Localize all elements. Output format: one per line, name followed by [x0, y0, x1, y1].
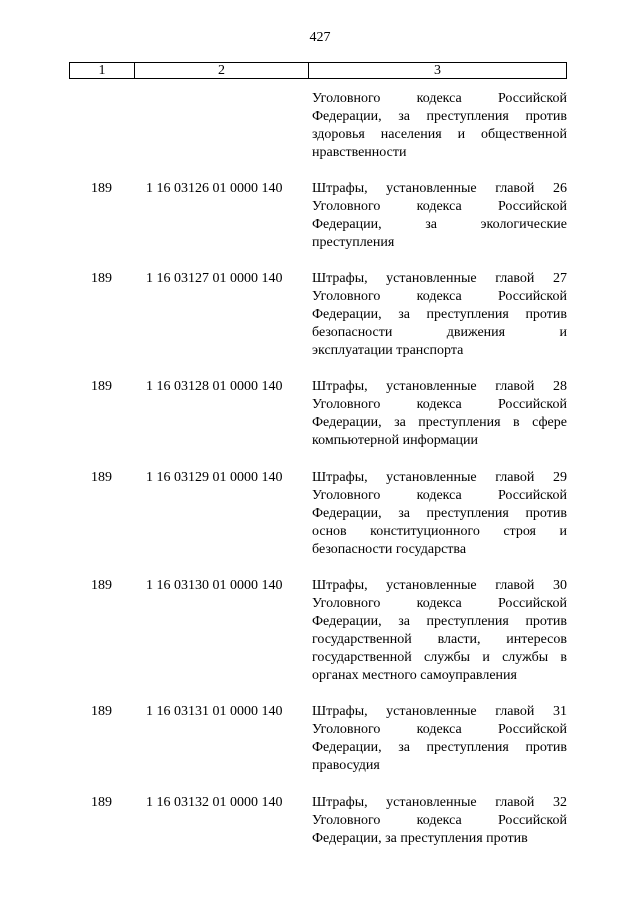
description-line: Федерации, за преступления против [312, 831, 528, 846]
description-line: компьютерной информации [312, 433, 478, 448]
description-word: кодекса [416, 813, 462, 828]
budget-code-cell: 1 16 03132 01 0000 140 [146, 795, 283, 810]
budget-code-cell: 1 16 03126 01 0000 140 [146, 181, 283, 196]
description-word: за [398, 307, 410, 322]
description-word: конституционного [370, 524, 480, 539]
description-word: Уголовного [312, 596, 381, 611]
description-word: Штрафы, [312, 181, 368, 196]
description-word: главой [495, 578, 535, 593]
description-word: против [525, 109, 567, 124]
description-word: Российской [497, 199, 567, 214]
description-cell [312, 794, 567, 848]
description-word: кодекса [416, 289, 462, 304]
description-word: Штрафы, [312, 470, 368, 485]
description-word: главой [495, 795, 535, 810]
description-line [312, 703, 567, 721]
description-line [312, 794, 567, 812]
header-col-1: 1 [70, 63, 135, 78]
description-line [312, 649, 567, 667]
admin-code-cell: 189 [91, 181, 112, 196]
description-word: установленные [386, 181, 477, 196]
description-word: Федерации, [312, 614, 382, 629]
description-word: Федерации, [312, 217, 382, 232]
description-line [312, 378, 567, 396]
description-word: за [398, 109, 410, 124]
description-word: Федерации, [312, 740, 382, 755]
description-cell [312, 469, 567, 559]
description-line [312, 812, 567, 830]
description-line [312, 126, 567, 144]
description-word: безопасности [312, 325, 393, 340]
description-line [312, 721, 567, 739]
description-word: Федерации, [312, 415, 382, 430]
description-word: строя [503, 524, 536, 539]
description-word: главой [495, 271, 535, 286]
admin-code-cell: 189 [91, 271, 112, 286]
description-word: движения [446, 325, 506, 340]
description-word: Российской [497, 91, 567, 106]
description-word: 29 [553, 470, 567, 485]
description-line: органах местного самоуправления [312, 668, 517, 683]
description-word: сфере [532, 415, 567, 430]
description-line: безопасности государства [312, 542, 467, 557]
description-word: экологические [480, 217, 567, 232]
description-line: правосудия [312, 758, 380, 773]
description-line [312, 270, 567, 288]
admin-code-cell: 189 [91, 379, 112, 394]
budget-code-cell: 1 16 03127 01 0000 140 [146, 271, 283, 286]
description-line [312, 216, 567, 234]
description-word: Федерации, [312, 307, 382, 322]
description-word: Уголовного [312, 813, 381, 828]
description-word: в [513, 415, 520, 430]
description-word: государственной [312, 632, 412, 647]
description-word: Уголовного [312, 488, 381, 503]
description-word: Российской [497, 722, 567, 737]
description-word: установленные [386, 271, 477, 286]
description-word: за [394, 415, 406, 430]
description-word: Российской [497, 596, 567, 611]
description-word: Уголовного [312, 289, 381, 304]
description-word: Федерации, [312, 109, 382, 124]
admin-code-cell: 189 [91, 704, 112, 719]
description-word: против [525, 740, 567, 755]
description-word: государственной [312, 650, 412, 665]
description-cell [312, 180, 567, 252]
description-word: 32 [553, 795, 567, 810]
description-word: Уголовного [312, 91, 381, 106]
description-word: кодекса [416, 488, 462, 503]
description-word: за [398, 614, 410, 629]
description-word: главой [495, 181, 535, 196]
description-word: общественной [480, 127, 567, 142]
description-word: за [425, 217, 437, 232]
description-word: Штрафы, [312, 795, 368, 810]
description-word: преступления [426, 109, 509, 124]
description-line [312, 396, 567, 414]
description-word: Уголовного [312, 199, 381, 214]
description-word: здоровья [312, 127, 365, 142]
description-line [312, 577, 567, 595]
description-word: основ [312, 524, 347, 539]
description-line [312, 523, 567, 541]
description-word: преступления [426, 740, 509, 755]
description-cell [312, 703, 567, 775]
description-word: службы [502, 650, 549, 665]
description-word: Уголовного [312, 397, 381, 412]
description-cell [312, 270, 567, 360]
description-line: нравственности [312, 145, 407, 160]
description-word: кодекса [416, 596, 462, 611]
description-word: главой [495, 379, 535, 394]
description-word: Российской [497, 813, 567, 828]
description-word: кодекса [416, 397, 462, 412]
description-cell [312, 90, 567, 162]
admin-code-cell: 189 [91, 795, 112, 810]
description-word: главой [495, 704, 535, 719]
description-word: за [398, 740, 410, 755]
description-line: преступления [312, 235, 395, 250]
description-word: преступления [426, 307, 509, 322]
description-line [312, 487, 567, 505]
description-word: Уголовного [312, 722, 381, 737]
description-line: эксплуатации транспорта [312, 343, 464, 358]
description-word: установленные [386, 470, 477, 485]
budget-code-cell: 1 16 03131 01 0000 140 [146, 704, 283, 719]
admin-code-cell: 189 [91, 578, 112, 593]
header-col-2: 2 [135, 63, 309, 78]
description-word: 28 [553, 379, 567, 394]
description-cell [312, 577, 567, 685]
description-word: власти, [437, 632, 481, 647]
description-line [312, 90, 567, 108]
description-line [312, 180, 567, 198]
description-word: населения [380, 127, 442, 142]
description-line [312, 595, 567, 613]
budget-code-cell: 1 16 03128 01 0000 140 [146, 379, 283, 394]
description-word: в [560, 650, 567, 665]
description-line [312, 324, 567, 342]
description-word: интересов [506, 632, 567, 647]
budget-code-cell: 1 16 03130 01 0000 140 [146, 578, 283, 593]
description-word: Штрафы, [312, 578, 368, 593]
description-word: кодекса [416, 722, 462, 737]
description-word: Российской [497, 397, 567, 412]
description-word: и [559, 524, 567, 539]
description-word: установленные [386, 578, 477, 593]
table-header [69, 62, 567, 79]
description-line [312, 469, 567, 487]
description-word: установленные [386, 795, 477, 810]
description-line [312, 306, 567, 324]
description-word: и [559, 325, 567, 340]
description-word: против [525, 506, 567, 521]
description-word: кодекса [416, 91, 462, 106]
description-word: преступления [426, 506, 509, 521]
description-word: Штрафы, [312, 271, 368, 286]
description-word: 26 [553, 181, 567, 196]
description-word: Штрафы, [312, 379, 368, 394]
description-word: преступления [418, 415, 501, 430]
description-word: 31 [553, 704, 567, 719]
description-word: Российской [497, 488, 567, 503]
description-word: кодекса [416, 199, 462, 214]
description-word: преступления [426, 614, 509, 629]
description-word: против [525, 614, 567, 629]
description-word: за [398, 506, 410, 521]
description-line [312, 613, 567, 631]
description-line [312, 631, 567, 649]
description-word: главой [495, 470, 535, 485]
description-word: 27 [553, 271, 567, 286]
header-col-3: 3 [434, 63, 441, 78]
description-line [312, 288, 567, 306]
description-cell [312, 378, 567, 450]
description-word: 30 [553, 578, 567, 593]
description-line [312, 505, 567, 523]
description-word: установленные [386, 379, 477, 394]
description-word: и [457, 127, 466, 142]
budget-code-cell: 1 16 03129 01 0000 140 [146, 470, 283, 485]
description-line [312, 414, 567, 432]
description-word: Штрафы, [312, 704, 368, 719]
description-word: Федерации, [312, 506, 382, 521]
description-line [312, 739, 567, 757]
description-line [312, 198, 567, 216]
description-line [312, 108, 567, 126]
description-word: и [482, 650, 490, 665]
description-word: установленные [386, 704, 477, 719]
description-word: против [525, 307, 567, 322]
admin-code-cell: 189 [91, 470, 112, 485]
description-word: Российской [497, 289, 567, 304]
page-number: 427 [309, 30, 331, 45]
description-word: службы [424, 650, 471, 665]
